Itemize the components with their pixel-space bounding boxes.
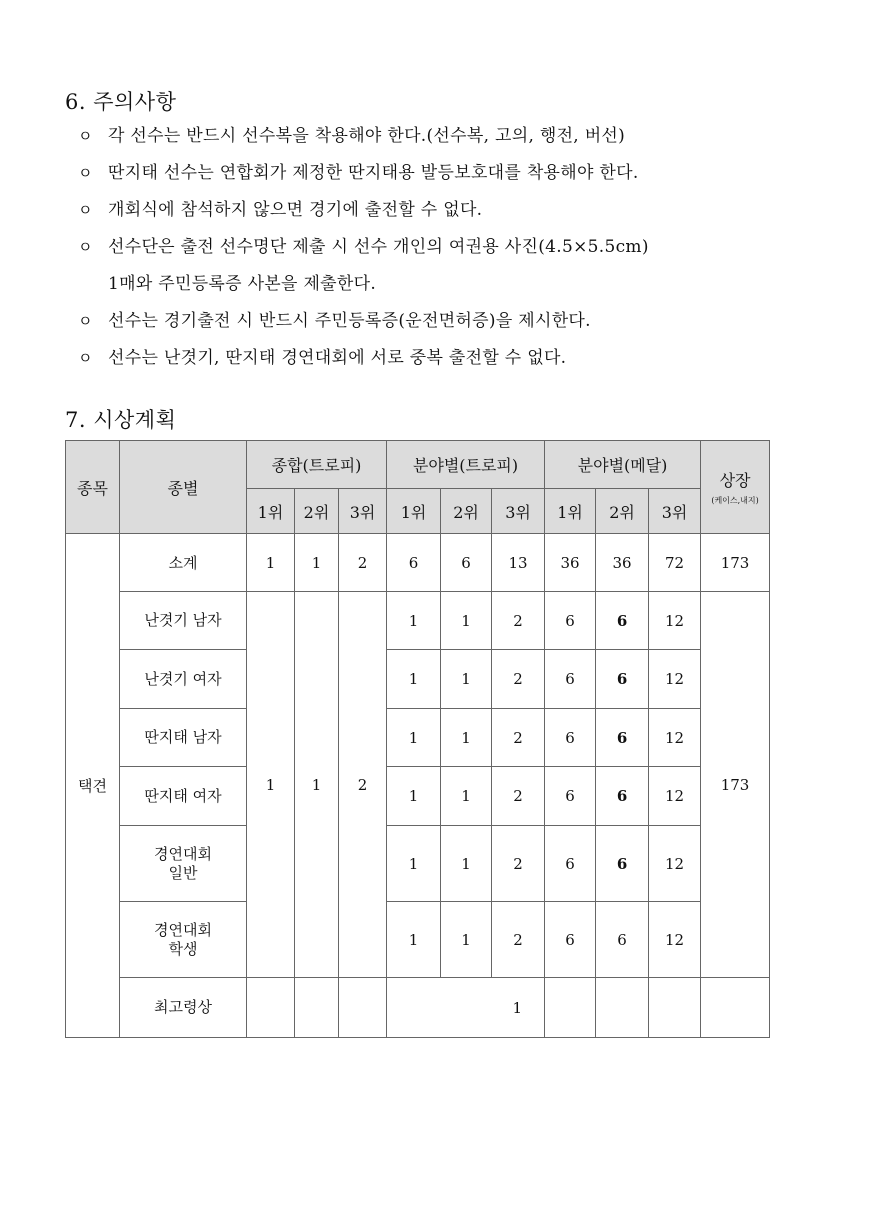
value-cell: 6 (545, 902, 596, 978)
header-rank-3: 3위 (339, 489, 387, 534)
value-cell: 6 (596, 709, 649, 767)
circle-bullet-icon: ㅇ (78, 127, 93, 145)
value-cell: 6 (441, 534, 492, 592)
category-cell: 딴지태 남자 (120, 709, 247, 767)
value-cell: 2 (492, 826, 545, 902)
value-cell (596, 978, 649, 1038)
value-cell: 12 (649, 709, 701, 767)
value-cell (701, 978, 770, 1038)
value-cell: 1 (441, 650, 492, 709)
value-cell: 12 (649, 902, 701, 978)
value-cell: 1 (295, 534, 339, 592)
category-cell: 난겻기 남자 (120, 592, 247, 650)
header-event: 종목 (66, 441, 120, 534)
header-award (701, 441, 770, 534)
category-cell: 경연대회 일반 (120, 826, 247, 902)
list-item-text: 선수는 난겻기, 딴지태 경연대회에 서로 중복 출전할 수 없다. (108, 348, 567, 368)
value-cell: 36 (545, 534, 596, 592)
value-cell: 6 (545, 592, 596, 650)
list-item-text: 개회식에 참석하지 않으면 경기에 출전할 수 없다. (108, 200, 483, 220)
value-cell: 6 (596, 902, 649, 978)
value-cell: 173 (701, 592, 770, 978)
category-cell: 딴지태 여자 (120, 767, 247, 826)
award-plan-table (65, 440, 770, 1038)
value-cell: 1 (441, 592, 492, 650)
value-cell: 12 (649, 826, 701, 902)
value-cell: 1 (387, 709, 441, 767)
list-item (78, 155, 778, 192)
header-rank-2: 2위 (596, 489, 649, 534)
value-cell (247, 978, 295, 1038)
table-row (66, 767, 770, 826)
circle-bullet-icon: ㅇ (78, 164, 93, 182)
value-cell: 12 (649, 592, 701, 650)
header-field-trophy: 분야별(트로피) (387, 441, 545, 489)
value-cell: 2 (339, 592, 387, 978)
value-cell: 13 (492, 534, 545, 592)
value-cell: 6 (545, 709, 596, 767)
table-row (66, 902, 770, 978)
category-cell: 난겻기 여자 (120, 650, 247, 709)
value-cell (295, 978, 339, 1038)
list-item (78, 229, 778, 303)
section-7-title: 7. 시상계획 (65, 408, 177, 432)
value-cell: 12 (649, 650, 701, 709)
list-item-text: 딴지태 선수는 연합회가 제정한 딴지태용 발등보호대를 착용해야 한다. (108, 163, 639, 183)
header-award-sub: (케이스,내지) (711, 496, 759, 505)
list-item (78, 340, 778, 377)
value-cell: 1 (441, 767, 492, 826)
header-field-medal: 분야별(메달) (545, 441, 701, 489)
value-cell: 1 (387, 902, 441, 978)
value-cell: 1 (247, 534, 295, 592)
list-item-text: 선수는 경기출전 시 반드시 주민등록증(운전면허증)을 제시한다. (108, 311, 591, 331)
header-rank-3: 3위 (649, 489, 701, 534)
value-cell: 1 (387, 826, 441, 902)
header-rank-2: 2위 (295, 489, 339, 534)
value-cell: 6 (596, 826, 649, 902)
list-item-text: 각 선수는 반드시 선수복을 착용해야 한다.(선수복, 고의, 행전, 버선) (108, 126, 626, 146)
value-cell: 36 (596, 534, 649, 592)
value-cell: 2 (492, 709, 545, 767)
header-rank-1: 1위 (545, 489, 596, 534)
value-cell: 1 (441, 902, 492, 978)
value-cell: 1 (387, 978, 545, 1038)
category-cell: 최고령상 (120, 978, 247, 1038)
value-cell: 2 (339, 534, 387, 592)
value-cell: 1 (387, 767, 441, 826)
list-item (78, 118, 778, 155)
value-cell: 6 (545, 650, 596, 709)
table-row (66, 709, 770, 767)
value-cell: 2 (492, 902, 545, 978)
list-item-text: 선수단은 출전 선수명단 제출 시 선수 개인의 여권용 사진(4.5×5.5cm) 1매와 주민등록증 사본을 제출한다. (108, 237, 649, 294)
value-cell: 6 (596, 592, 649, 650)
category-cell: 소계 (120, 534, 247, 592)
value-cell: 6 (596, 767, 649, 826)
circle-bullet-icon: ㅇ (78, 201, 93, 219)
value-cell: 6 (596, 650, 649, 709)
value-cell: 12 (649, 767, 701, 826)
section-6-title: 6. 주의사항 (65, 90, 177, 114)
value-cell: 6 (545, 826, 596, 902)
value-cell: 1 (441, 826, 492, 902)
value-cell: 2 (492, 650, 545, 709)
table-row (66, 650, 770, 709)
value-cell (545, 978, 596, 1038)
value-cell: 72 (649, 534, 701, 592)
caution-list (78, 118, 778, 377)
value-cell: 1 (441, 709, 492, 767)
table-row (66, 978, 770, 1038)
value-cell: 6 (387, 534, 441, 592)
header-rank-1: 1위 (247, 489, 295, 534)
circle-bullet-icon: ㅇ (78, 349, 93, 367)
header-award-label: 상장 (719, 471, 751, 490)
value-cell: 6 (545, 767, 596, 826)
value-cell: 1 (247, 592, 295, 978)
header-overall-trophy: 종합(트로피) (247, 441, 387, 489)
header-rank-1: 1위 (387, 489, 441, 534)
table-row (66, 826, 770, 902)
value-cell: 1 (387, 592, 441, 650)
category-cell: 경연대회 학생 (120, 902, 247, 978)
event-cell: 택견 (66, 534, 120, 1038)
list-item (78, 192, 778, 229)
header-rank-2: 2위 (441, 489, 492, 534)
value-cell: 1 (387, 650, 441, 709)
value-cell: 173 (701, 534, 770, 592)
list-item (78, 303, 778, 340)
table-row (66, 592, 770, 650)
value-cell: 2 (492, 767, 545, 826)
circle-bullet-icon: ㅇ (78, 312, 93, 330)
value-cell (649, 978, 701, 1038)
value-cell: 2 (492, 592, 545, 650)
table-row (66, 534, 770, 592)
value-cell: 1 (295, 592, 339, 978)
circle-bullet-icon: ㅇ (78, 238, 93, 256)
header-rank-3: 3위 (492, 489, 545, 534)
value-cell (339, 978, 387, 1038)
header-category: 종별 (120, 441, 247, 534)
